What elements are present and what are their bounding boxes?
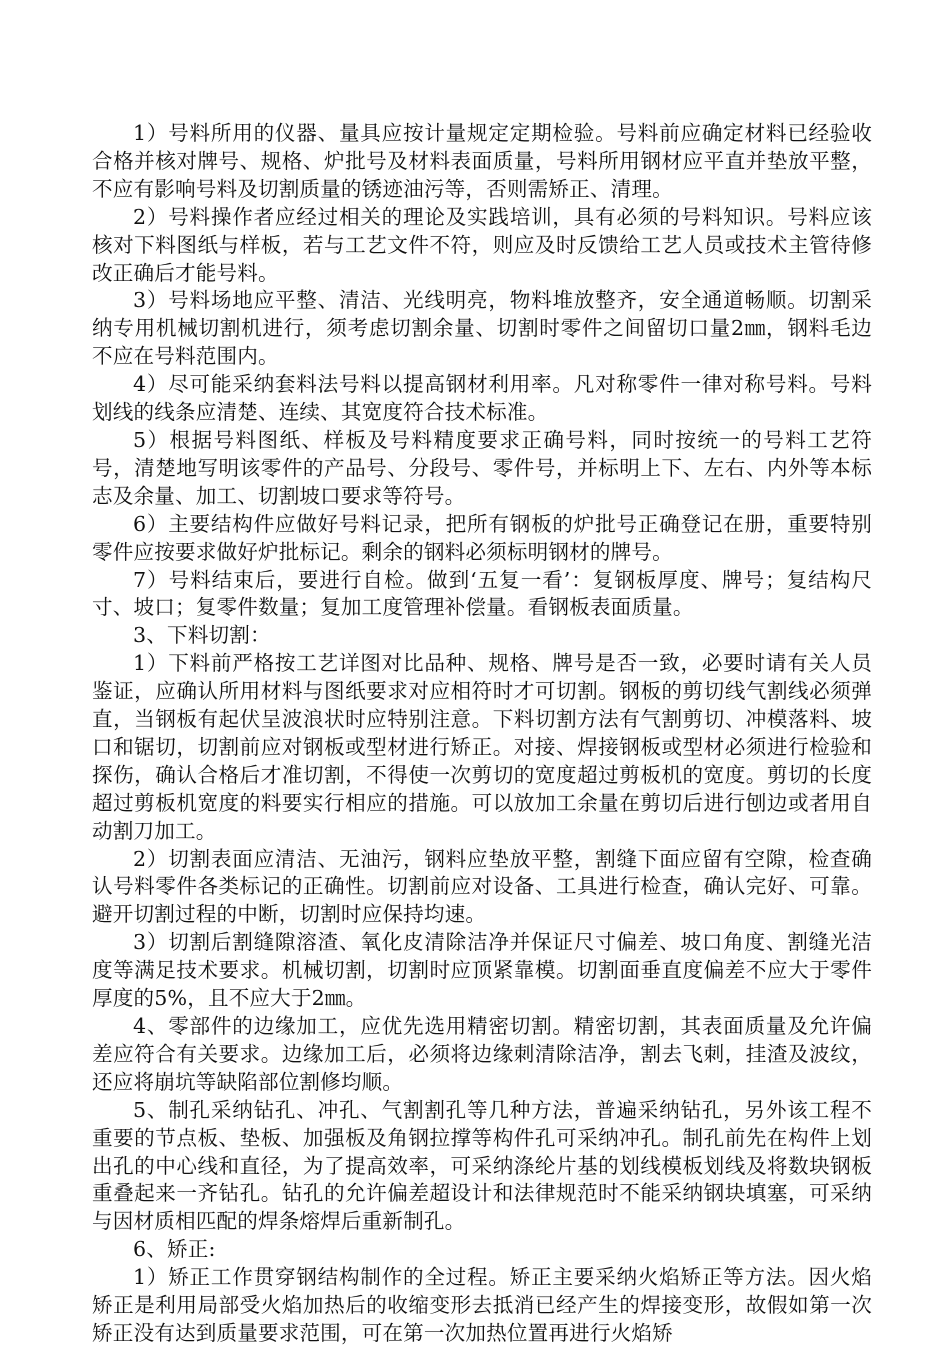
section-heading-cutting: 3、下料切割： [133,623,271,648]
section-heading-correction: 6、矫正: [133,1237,216,1262]
paragraph-13: 5、制孔采纳钻孔、冲孔、气割割孔等几种方法，普遍采纳钻孔，另外该工程不重要的节点板、垫板、加强板及角钢拉撑等构件孔可采纳冲孔。制孔前先在构件上划出孔的中心线和直径，为了提高效率，可采纳涤纶片基的划线模板划线及将数块钢板重叠起来一齐钻孔。钻孔的允许偏差超设计和法律规范时不能采纳钢块填塞，可采纳与因材质相匹配的焊条熔焊后重新制孔。 [92,1097,872,1234]
paragraph-6: 6）主要结构件应做好号料记录，把所有钢板的炉批号正确登记在册，重要特别零件应按要求做好炉批标记。剩余的钢料必须标明钢材的牌号。 [92,511,872,564]
paragraph-5: 5）根据号料图纸、样板及号料精度要求正确号料，同时按统一的号料工艺符号，清楚地写明该零件的产品号、分段号、零件号，并标明上下、左右、内外等本标志及余量、加工、切割坡口要求等符号。 [92,427,872,508]
paragraph-4: 4）尽可能采纳套料法号料以提高钢材利用率。凡对称零件一律对称号料。号料划线的线条应清楚、连续、其宽度符合技术标准。 [92,372,872,425]
paragraph-3: 3）号料场地应平整、清洁、光线明亮，物料堆放整齐，安全通道畅顺。切割采纳专用机械切割机进行，须考虑切割余量、切割时零件之间留切口量2㎜，钢料毛边不应在号料范围内。 [92,288,872,369]
paragraph-2: 2）号料操作者应经过相关的理论及实践培训，具有必须的号料知识。号料应该核对下料图纸与样板，若与工艺文件不符，则应及时反馈给工艺人员或技术主管待修改正确后才能号料。 [92,204,872,285]
paragraph-10: 2）切割表面应清洁、无油污，钢料应垫放平整，割缝下面应留有空隙，检查确认号料零件各类标记的正确性。切割前应对设备、工具进行检查，确认完好、可靠。避开切割过程的中断，切割时应保持均速。 [92,846,872,927]
document-body [92,120,872,1348]
paragraph-1: 1）号料所用的仪器、量具应按计量规定定期检验。号料前应确定材料已经验收合格并核对牌号、规格、炉批号及材料表面质量，号料所用钢材应平直并垫放平整，不应有影响号料及切割质量的锈迹油污等，否则需矫正、清理。 [92,121,872,201]
paragraph-15: 1）矫正工作贯穿钢结构制作的全过程。矫正主要采纳火焰矫正等方法。因火焰矫正是利用局部受火焰加热后的收缩变形去抵消已经产生的焊接变形，故假如第一次矫正没有达到质量要求范围，可在第一次加热位置再进行火焰矫 [92,1265,872,1345]
paragraph-11: 3）切割后割缝隙溶渣、氧化皮清除洁净并保证尺寸偏差、坡口角度、割缝光洁度等满足技术要求。机械切割，切割时应顶紧靠模。切割面垂直度偏差不应大于零件厚度的5%，且不应大于2㎜。 [92,930,872,1011]
paragraph-12: 4、零部件的边缘加工，应优先选用精密切割。精密切割，其表面质量及允许偏差应符合有关要求。边缘加工后，必须将边缘刺清除洁净，割去飞刺，挂渣及波纹，还应将崩坑等缺陷部位割修均顺。 [92,1014,872,1094]
paragraph-7: 7）号料结束后，要进行自检。做到‘五复一看’：复钢板厚度、牌号；复结构尺寸、坡口；复零件数量；复加工度管理补偿量。看钢板表面质量。 [92,567,872,620]
paragraph-9: 1）下料前严格按工艺详图对比品种、规格、牌号是否一致，必要时请有关人员鉴证，应确认所用材料与图纸要求对应相符时才可切割。钢板的剪切线气割线必须弹直，当钢板有起伏呈波浪状时应特别注意。下料切割方法有气割剪切、冲模落料、坡口和锯切，切割前应对钢板或型材进行矫正。对接、焊接钢板或型材必须进行检验和探伤，确认合格后才准切割，不得使一次剪切的宽度超过剪板机的宽度。剪切的长度超过剪板机宽度的料要实行相应的措施。可以放加工余量在剪切后进行刨边或者用自动割刀加工。 [92,651,872,843]
